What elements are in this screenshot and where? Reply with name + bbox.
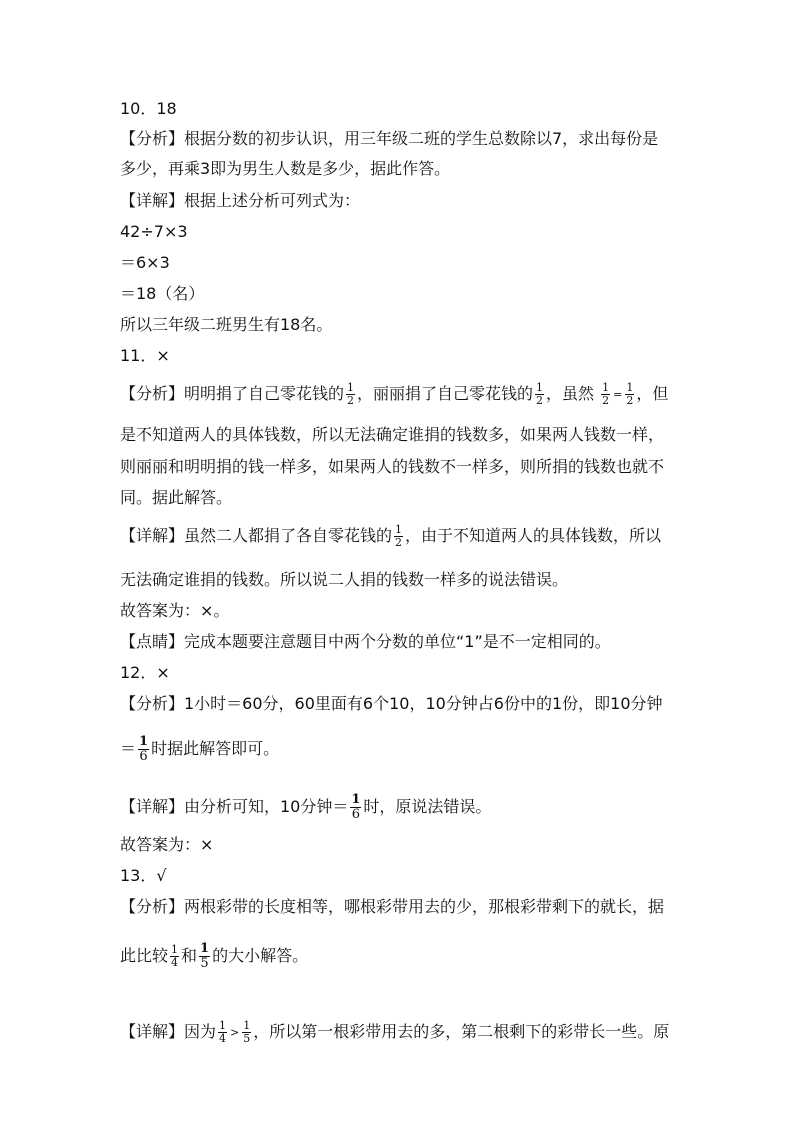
q13-detail-text-2: ，所以第一根彩带用去的多，第二根剩下的彩带长一些。原 — [253, 1022, 670, 1041]
fraction-one-quarter — [218, 1020, 227, 1045]
q12-detail-text-2: 时，原说法错误。 — [363, 797, 492, 816]
q11-analysis-line-4: 同。据此解答。 — [120, 488, 233, 507]
q10-detail: 【详解】根据上述分析可列式为： — [120, 191, 361, 210]
q11-analysis-line-2: 是不知道两人的具体钱数，所以无法确定谁捐的钱数多，如果两人钱数一样， — [120, 425, 665, 444]
q12-analysis-line-2 — [120, 735, 279, 764]
q13-detail-text-1: 【详解】因为 — [120, 1022, 217, 1041]
q11-detail — [120, 524, 661, 549]
q12-answer: 故答案为：× — [120, 835, 214, 854]
q10-conclusion: 所以三年级二班男生有18名。 — [120, 315, 333, 334]
q13-analysis-line-2 — [120, 942, 308, 971]
fraction-one-half — [346, 382, 355, 407]
q10-heading: 10．18 — [120, 99, 177, 118]
q10-calc-2: ＝6×3 — [120, 253, 170, 272]
fraction-one-sixth — [138, 735, 149, 764]
fraction-one-half — [601, 382, 610, 407]
fraction-numerator: 1 — [536, 381, 544, 394]
fraction-numerator: 1 — [347, 381, 355, 394]
fraction-numerator: 1 — [395, 523, 403, 536]
q10-calc-3: ＝18（名） — [120, 284, 205, 303]
fraction-numerator: 1 — [243, 1019, 251, 1032]
fraction-one-fifth — [242, 1020, 251, 1045]
fraction-one-quarter — [170, 944, 179, 969]
fraction-numerator: 1 — [219, 1019, 227, 1032]
q10-analysis-cont: 多少，再乘3即为男生人数是多少，据此作答。 — [120, 159, 451, 178]
fraction-denominator: 5 — [200, 956, 209, 971]
q11-detail-line-2: 无法确定谁捐的钱数。所以说二人捐的钱数一样多的说法错误。 — [120, 570, 569, 589]
q12-analysis: 【分析】1小时＝60分，60里面有6个10，10分钟占6份中的1份，即10分钟 — [120, 694, 663, 713]
fraction-denominator: 5 — [243, 1032, 251, 1045]
fraction-numerator: 1 — [602, 381, 610, 394]
q11-analysis — [120, 382, 668, 407]
q13-analysis-text-3: 的大小解答。 — [212, 946, 309, 965]
q12-detail — [120, 793, 491, 822]
q11-analysis-text-3: ，虽然 — [546, 384, 595, 403]
greater-than-sign: > — [230, 1025, 240, 1039]
fraction-denominator: 2 — [626, 394, 634, 407]
q12-detail-text-1: 【详解】由分析可知，10分钟＝ — [120, 797, 349, 816]
q13-analysis: 【分析】两根彩带的长度相等，哪根彩带用去的少，那根彩带剩下的就长，据 — [120, 897, 665, 916]
fraction-numerator: 1 — [200, 941, 210, 956]
q10-calc-1: 42÷7×3 — [120, 222, 188, 241]
q13-analysis-text-1: 此比较 — [120, 946, 169, 965]
fraction-one-sixth — [350, 793, 361, 822]
q11-detail-text-2: ，由于不知道两人的具体钱数，所以 — [405, 526, 662, 545]
fraction-numerator: 1 — [626, 381, 634, 394]
fraction-denominator: 4 — [219, 1032, 227, 1045]
q12-analysis-text-2: 时据此解答即可。 — [151, 739, 280, 758]
q11-heading: 11．× — [120, 346, 170, 365]
q12-analysis-text-1: ＝ — [120, 739, 137, 758]
fraction-denominator: 2 — [536, 394, 544, 407]
fraction-denominator: 2 — [347, 394, 355, 407]
fraction-one-fifth — [199, 942, 210, 971]
q10-analysis: 【分析】根据分数的初步认识，用三年级二班的学生总数除以7，求出每份是 — [120, 129, 659, 148]
fraction-one-half — [625, 382, 634, 407]
q12-heading: 12．× — [120, 663, 170, 682]
q11-analysis-text-2: ，丽丽捐了自己零花钱的 — [357, 384, 534, 403]
q11-analysis-text-4: ，但 — [636, 384, 669, 403]
fraction-denominator: 2 — [395, 536, 403, 549]
fraction-numerator: 1 — [351, 792, 361, 807]
fraction-one-half — [535, 382, 544, 407]
q13-analysis-text-2: 和 — [181, 946, 198, 965]
fraction-denominator: 4 — [171, 956, 179, 969]
q11-analysis-text-1: 【分析】明明捐了自己零花钱的 — [120, 384, 345, 403]
q11-analysis-line-3: 则丽丽和明明捐的钱一样多，如果两人的钱数不一样多，则所捐的钱数也就不 — [120, 457, 665, 476]
fraction-denominator: 6 — [139, 749, 148, 764]
fraction-denominator: 2 — [602, 394, 610, 407]
q11-detail-text-1: 【详解】虽然二人都捐了各自零花钱的 — [120, 526, 393, 545]
q11-note: 【点睛】完成本题要注意题目中两个分数的单位“1”是不一定相同的。 — [120, 632, 611, 651]
fraction-numerator: 1 — [171, 943, 179, 956]
equals-sign: = — [613, 387, 623, 401]
fraction-one-half — [394, 524, 403, 549]
q13-heading: 13．√ — [120, 866, 167, 885]
fraction-numerator: 1 — [139, 734, 149, 749]
q11-answer: 故答案为：×。 — [120, 601, 230, 620]
q13-detail — [120, 1020, 669, 1045]
fraction-denominator: 6 — [351, 807, 361, 822]
